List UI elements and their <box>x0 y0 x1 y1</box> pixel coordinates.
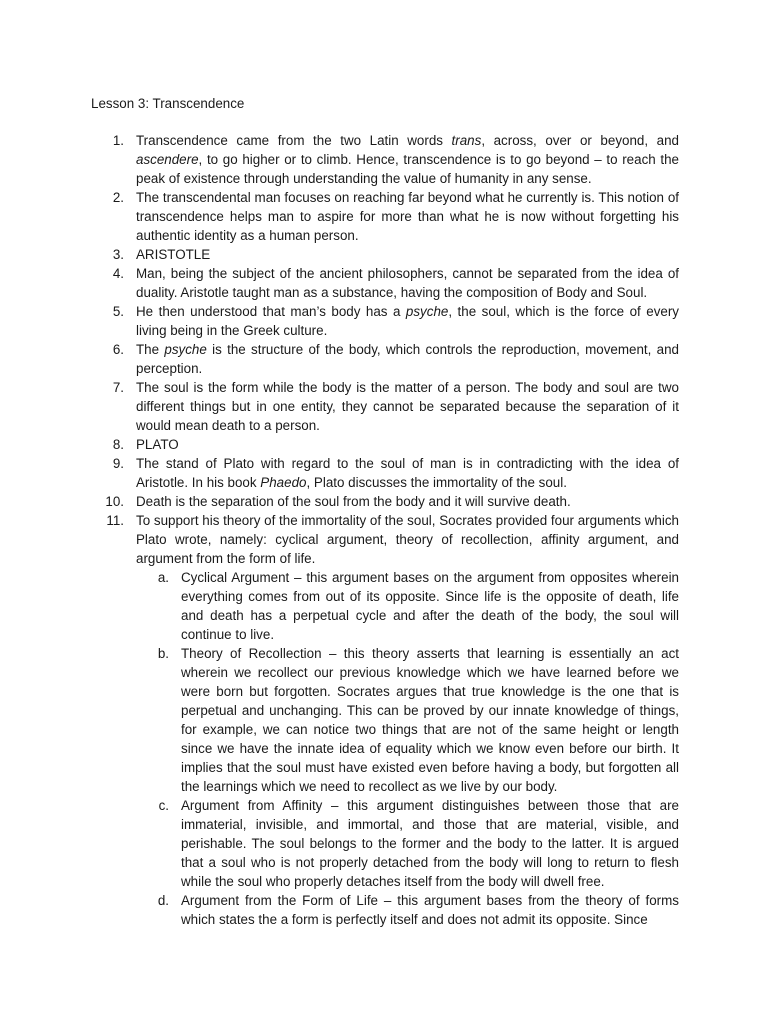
list-item-text <box>136 511 679 568</box>
list-item-number: 10. <box>105 494 124 509</box>
text-run: PLATO <box>136 437 179 452</box>
list-item-text <box>136 264 679 302</box>
text-run: , the soul, which is the force of every living being in the Greek culture. <box>136 304 679 338</box>
list-item-number: 11. <box>106 513 124 528</box>
sub-list-item <box>157 644 679 796</box>
list-item <box>112 302 679 340</box>
text-run: is the structure of the body, which controls the reproduction, movement, and perception. <box>136 342 679 376</box>
list-item <box>112 264 679 302</box>
sub-list-item-text: Argument from Affinity – this argument distinguishes between those that are immaterial, invisible, and immortal, and those that are material, visible, and perishable. The soul belongs to the former and the body to the latter. It is argued that a soul who is not properly detached from the body will long to return to flesh while the soul who properly detaches itself from the body will dwell free. <box>181 798 679 889</box>
sub-list-item-text: Cyclical Argument – this argument bases on the argument from opposites wherein everything comes from out of its opposite. Since life is the opposite of death, life and death has a perpetual cycle and after the death of the body, the soul will continue to live. <box>181 570 679 642</box>
text-run: , to go higher or to climb. Hence, transcendence is to go beyond – to reach the peak of existence through understanding the value of humanity in any sense. <box>136 152 679 186</box>
list-item-text <box>136 131 679 188</box>
list-item-number: 4. <box>112 266 124 281</box>
text-run: Man, being the subject of the ancient philosophers, cannot be separated from the idea of duality. Aristotle taught man as a substance, having the composition of Body and Soul. <box>136 266 679 300</box>
italic-term: ascendere <box>136 152 199 167</box>
sub-list-item <box>157 568 679 644</box>
sub-list-item-text: Argument from the Form of Life – this argument bases from the theory of forms which states the a form is perfectly itself and does not admit its opposite. Since <box>181 893 679 927</box>
text-run: The stand of Plato with regard to the soul of man is in contradicting with the idea of Aristotle. In his book <box>136 456 679 490</box>
list-item <box>112 340 679 378</box>
text-run: To support his theory of the immortality of the soul, Socrates provided four arguments which Plato wrote, namely: cyclical argument, theory of recollection, affinity argument, and argument from the form of life. <box>136 513 679 566</box>
list-item-text <box>136 492 679 511</box>
sub-list-item-letter: a. <box>157 570 169 585</box>
list-item-number: 8. <box>112 437 124 452</box>
text-run: He then understood that man’s body has a <box>136 304 406 319</box>
list-item <box>105 492 679 511</box>
list-item-number: 3. <box>112 247 124 262</box>
list-item <box>112 245 679 264</box>
list-item-text <box>136 340 679 378</box>
list-item <box>112 454 679 492</box>
list-item-number: 7. <box>112 380 124 395</box>
list-item-text <box>136 378 679 435</box>
sub-list-item <box>158 796 679 891</box>
italic-term: psyche <box>405 304 449 319</box>
sub-list-item <box>157 891 679 929</box>
document-title: Lesson 3: Transcendence <box>91 96 245 111</box>
text-run: Death is the separation of the soul from the body and it will survive death. <box>136 494 571 509</box>
text-run: The soul is the form while the body is the matter of a person. The body and soul are two different things but in one entity, they cannot be separated because the separation of it would mean death to a person. <box>136 380 679 433</box>
sub-list-item-text: Theory of Recollection – this theory asserts that learning is essentially an act wherein we recollect our previous knowledge which we have learned before we were born but forgotten. Socrates argues that true knowledge is the one that is perpetual and unchanging. This can be proved by our innate knowledge of things, for example, we can notice two things that are not of the same height or length since we have the innate idea of equality which we know even before our birth. It implies that the soul must have existed even before having a body, but forgotten all the learnings which we need to recollect as we live by our body. <box>181 646 679 794</box>
list-item-number: 9. <box>112 456 124 471</box>
list-item-text <box>136 435 679 454</box>
text-run: The transcendental man focuses on reaching far beyond what he currently is. This notion of transcendence helps man to aspire for more than what he is now without forgetting his authentic identity as a human person. <box>136 190 679 243</box>
list-item <box>112 378 679 435</box>
list-item-text <box>136 302 679 340</box>
text-run: , across, over or beyond, and <box>481 133 679 148</box>
list-item <box>112 188 679 245</box>
list-item-text <box>136 245 679 264</box>
italic-term: Phaedo <box>260 475 307 490</box>
sub-list-item-letter: b. <box>157 646 169 661</box>
list-item-number: 5. <box>112 304 124 319</box>
text-run: ARISTOTLE <box>136 247 211 262</box>
list-item <box>112 435 679 454</box>
text-run: The <box>136 342 165 357</box>
list-item-number: 6. <box>112 342 124 357</box>
list-item <box>112 131 679 188</box>
text-run: Transcendence came from the two Latin words <box>136 133 452 148</box>
italic-term: trans <box>451 133 482 148</box>
sub-list-item-letter: c. <box>158 798 169 813</box>
italic-term: psyche <box>164 342 207 357</box>
list-item-number: 2. <box>112 190 124 205</box>
list-item <box>106 511 679 568</box>
list-item-text <box>136 188 679 245</box>
text-run: , Plato discusses the immortality of the soul. <box>306 475 567 490</box>
sub-list-item-letter: d. <box>157 893 169 908</box>
list-item-number: 1. <box>112 133 124 148</box>
list-item-text <box>136 454 679 492</box>
